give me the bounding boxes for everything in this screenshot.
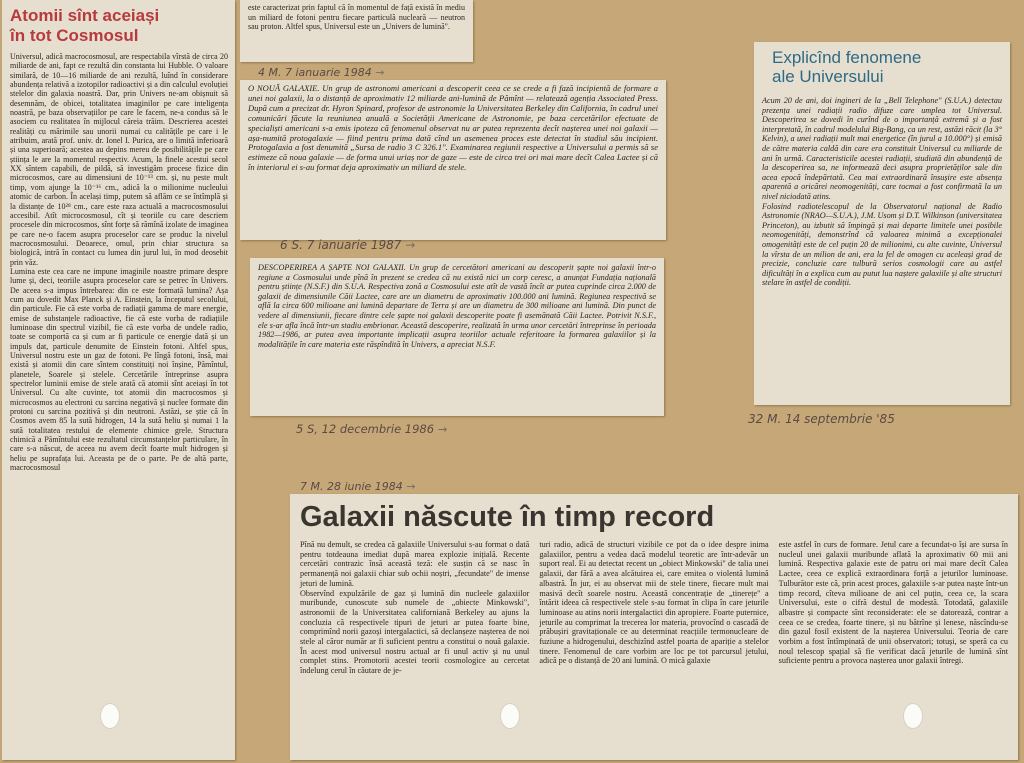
punch-hole-middle [500,703,520,729]
galaxii-record-col2: turi radio, adică de structuri vizibile ce pot da o idee despre inima galaxiilor, pentru a vedea dacă modelul teoretic are într-adevăr un suport real. Ei au detectat recent un „obiect Minkowski" de talia unei galaxii, dar fără a avea alcătuirea ei, care emitea o violentă lumină albastră. În jur, ei au observat mii de stele tinere, fiecare mult mai masivă decît soarele nostru. Această concentrație de „tinerețe" a întărit ideea că respectivele stele s-au format în clipa în care jeturile luminoase au atins norii intergalactici din apropiere. Foarte puternice, jeturile au comprimat la trecerea lor materia, provocînd o cascadă de prăbușiri gravitaționale ce au determinat reacțiile termonucleare de fuziune a hidrogenului, deschizînd astfel poarta de apariție a stelelor tinere. Fenomenul de care vorbim are loc pe tot parcursul jetului, adică pe o distanță de 20 ani lumină. O mică galaxie [539,540,769,666]
clipping-explicind [754,42,1010,405]
galaxii-record-title: Galaxii născute în timp record [300,501,715,533]
arrow-icon: → [406,480,416,493]
annotation-top-text: 4 M. 7 ianuarie 1984 [258,66,372,79]
annotation-explicind [748,412,895,426]
arrow-icon: → [405,238,416,252]
clipping-noua-galaxie [240,80,666,240]
punch-hole-right [903,703,923,729]
punch-hole-left [100,703,120,729]
galaxii-record-col1: Pînă nu demult, se credea că galaxiile Universului s-au format o dată pentru totdeauna imediat după marea explozie inițială. Recente cercetări contrazic însă această teză: ele susțin că se nasc în permanență noi galaxii chiar sub ochii noștri, „fecundate" de imense jeturi de lumină. Observînd expulzările de gaz și lumină din nucleele galaxiilor muribunde, cunoscute sub numele de „obiecte Minkowski", astronomii de la Universitatea californiană Berkeley au ajuns la concluzia că respectivele tipuri de jeturi ar putea foarte bine, comprimînd norii gazoși intergalactici, să declanșeze nașterea de noi stele al căror număr ar fi suficient pentru a constitui o nouă galaxie. În acest mod universul nostru actual ar fi unul activ și nu unul complet stins. Promotorii acestei teorii cosmologice au cercetat îndelung cerul în căutare de je- [300,540,530,676]
annotation-noua [280,238,415,252]
clipping-atomi [2,0,235,760]
noua-galaxie-body: O NOUĂ GALAXIE. Un grup de astronomi americani a descoperit ceea ce se crede a fi fază incipientă de formare a unei noi galaxii, la o distanță de aproximativ 12 miliarde ani-lumină de Pămînt — relatează agenția Associated Press. După cum a precizat dr. Hyron Spinard, profesor de astronomie la Universitatea Berkeley din California, în cadrul unei comunicări făcute la reuniunea anuală a Societății Americane de Astronomie, pe baza cercetărilor efectuate de specialiști americani s-a emis ipoteza că fenomenul observat nu ar putea reprezenta decît nașterea unei noi galaxii — așa-numită protogalaxie — fiind pentru prima dată cînd un asemenea proces este detectat în stadiul său incipient. Protogalaxia a fost denumită „Sursa de radio 3 C 326.1". Examinarea regiunii respective a Universului a permis să se estimeze că noua galaxie — de forma unui uriaș nor de gaze — este de circa trei ori mai mare decît Calea Lactee și că în interiorul ei s-au format deja aproximativ un miliard de stele. [248,83,658,173]
annotation-sapte [296,422,447,436]
atomi-title: Atomii sînt aceiași în tot Cosmosul [10,6,160,45]
arrow-icon: → [375,66,385,79]
annotation-noua-text: 6 S. 7 ianuarie 1987 [280,238,402,252]
arrow-icon: → [437,422,448,436]
annotation-record [300,480,416,493]
sapte-galaxii-body: DESCOPERIREA A ȘAPTE NOI GALAXII. Un grup de cercetători americani au descoperit șapte noi galaxii într-o regiune a Cosmosului unde pînă în prezent se credea că nu există nici un corp ceresc, a anunțat Fundația națională pentru științe (N.S.F.) din S.U.A. Respectiva zonă a Cosmosului este atît de vastă încît ar putea cuprinde circa 2.000 de galaxii de dimensiunile Căii Lactee, care are un diametru de aproximativ 100.000 ani lumină. Regiunea respectivă se află la circa 600 milioane ani lumină departare de Terra și are un diametru de 300 milioane ani lumină. Din punct de vedere al dimensiunii, fiecare dintre cele șapte noi galaxii descoperite poate fi asemănată Căii Lactee. Potrivit N.S.F., ele s-ar afla încă într-un stadiu embrionar. Această descoperire, realizată în urma unor cercetări întreprinse în perioada 1982—1986, ar putea avea importante implicații asupra teoriilor actuale referitoare la formarea galaxiilor și la modalitățile în care materia este răspîndită în Univers, a apreciat N.S.F. [258,263,656,349]
annotation-sapte-text: 5 S, 12 decembrie 1986 [296,422,435,436]
explicind-body: Acum 20 de ani, doi ingineri de la „Bell Telephone" (S.U.A.) detectau prezența unei radiații radio difuze care umplea tot Universul. Descoperirea se dovedi în curînd de o importanță extremă și a fost interpretată, în cadrul modelului Big-Bang, ca un rest, astăzi răcit (la 3° Kelvin), a unei radiații mult mai energetice (în jurul a 10.000°) și emisă de către materia caldă din care era constituit Universul cu miliarde de ani în urmă. Caracteristicile acestei radiații, studiată din abundență de la descoperirea sa, ne informează deci asupra proprietăților sale din acea epocă îndepărtată. Cea mai extraordinară însușire este absența aparentă a oricărei neomogenități, care tocmai a fost confirmată la un nivel niciodată atins. Folosind radiotelescopul de la Observatorul național de Radio Astronomie (NRAO—S.U.A.), J.M. Usom și D.T. Wilkinson (universitatea Princeton), au izbutit să împingă și mai departe limitele unei posibile neomogenități, demonstrînd că valoarea minimă a excepționalei omogenități este de cel puțin 20 de milionimi, cu alte cuvinte, Universul la vîrsta de un milion de ani, era la fel de omogen cu aceleași grad de precizie, concluzie care tulbură serios cosmologii care au astfel dificultăți în a explica cum au putut lua naștere galaxiile și alte structuri stelare în astfel de condiții. [762,96,1002,288]
clipping-top-fragment [240,0,473,62]
atomi-body: Universul, adică macrocosmosul, are respectabila vîrstă de circa 20 miliarde de ani, fapt ce rezultă din constanta lui Hubble. O valoare similară, de 10—16 miliarde de ani rezultă, luînd în considerare abundența relativă a izotopilor radioactivi și a din calculul evoluției stelelor din galaxia noastră. Dar, prin Univers ne-am obișnuit să desemnăm, de obicei, totalitatea imaginilor pe care inteligența noastră, pe baza observațiilor pe care le facem, ne-a condus să le asociem cu realitatea în mijlocul căreia trăim. Descrierea acestei realități cu mărimile sau unorii numai cu calitățile pe care i le atribuim, arată prof. univ. dr. Ionel I. Purica, are o limită inferioară și una superioară; acestea au depins mereu de posibilitățile pe care știința le are la momentul respectiv. Acum, la finele acestui secol XX sîntem capabili, de pildă, să investigăm procese fizice din microcosmos, care au dimensiuni de 10⁻¹³ cm. și, nu peste mult timp, vom ajunge la 10⁻¹⁶ cm., adică la o milionime nucleului atomic de carbon. În același timp, putem să aflăm ce se întîmplă și la distanțe de 10²⁸ cm., care este raza actuală a macrocosmosului accesibil. Atît microcosmosul, cît și teoriile cu care descriem procesele din microcosmos, sînt forțe să rămînă izolate de imaginea pe care ne-o facem asupra proceselor care se produc la nivelul macrocosmosului. Deoarece, omul, prin chiar structura sa biologică, intră în contact cu lumea din jurul lui, în mod deosebit prin văz. Lumina este cea care ne impune imaginile noastre primare despre lume și, deci, teoriile asupra proceselor care se petrec în Univers. De aceea s-a impus întrebarea: din ce este formată lumina? Așa cum au dovedit Max Planck și A. Einstein, la începutul secolului, din particule. Fie că este vorba de radiații gamma de mare energie, emise de substanțele radioactive, fie că este vorba de radiațiile luminoase din spectrul vizibil, fie că este vorba de undele radio, toate se comportă ca și cum ar fi particule ce energie dată și un impuls dat, particule denumite de Einstein fotoni. Altfel spus, Universul nostru este un gaz de fotoni. Pe lîngă fotoni, însă, mai există și atomii din care sîntem constituiți noi înșine, Pămîntul, planetele, Soarele și stelele. Cercetările întreprinse asupra spectrelor luminii emise de stele arată că atomii sînt aceiași în tot Universul. Cu alte cuvinte, tot atomii din macrocosmos și microcosmos au electroni cu sarcina negativă și nuclee formate din protoni cu sarcina pozitivă și din neutroni. Astăzi, se știe că în Cosmos avem 85 la sută hidrogen, 14 la sută heliu și numai 1 la sută totalitatea restului de elemente chimice grele. Structura chimică a Pămîntului este rezultatul circumstanțelor particulare, în care s-a născut, de aceea nu avem decît foarte mult hidrogen și heliu pe suprafața lui. Aceasta pe de o parte. Pe de altă parte, macrocosmosul [10,52,228,473]
annotation-explicind-text: 32 M. 14 septembrie '85 [748,412,895,426]
annotation-top [258,66,385,79]
top-fragment-body: este caracterizat prin faptul că în momentul de față există în mediu un miliard de fotoni pentru fiecare particulă nucleară — neutron sau proton. Altfel spus, Universul este un „Univers de lumină". [248,3,465,31]
clipping-sapte-galaxii [250,258,664,416]
galaxii-record-columns [300,540,1008,676]
explicind-title: Explicînd fenomene ale Universului [772,48,922,86]
annotation-record-text: 7 M. 28 iunie 1984 [300,480,403,493]
galaxii-record-col3: este astfel în curs de formare. Jetul care a fecundat-o își are sursa în nucleul unei galaxii muribunde aflată la aproximativ 60 mii ani lumină. Respectiva galaxie este de patru ori mai mare decît Calea Lactee, ceea ce explică extraordinara forță a jeturilor luminoase. Tulburător este că, prin acest proces, galaxiile s-ar putea naște într-un timp record, cîteva milioane de ani cel puțin, ceea ce, la scara Universului, este o cifră destul de modestă. Totodată, galaxiile albastre și compacte sînt reconsiderate: ele se datorează, contrar a ceea ce se credea, foarte tinere, și nu bătrîne și lenese, născîndu-se din gazul fosil existent de la nașterea Universului. Teoria de care vorbim a fost întîmpinată de unii observatori; totuși, se speră ca cu noul telescop spațial să fie verificat dacă jeturile de lumină sînt suficiente pentru a provoca nașterea unor galaxii întregi. [778,540,1008,666]
